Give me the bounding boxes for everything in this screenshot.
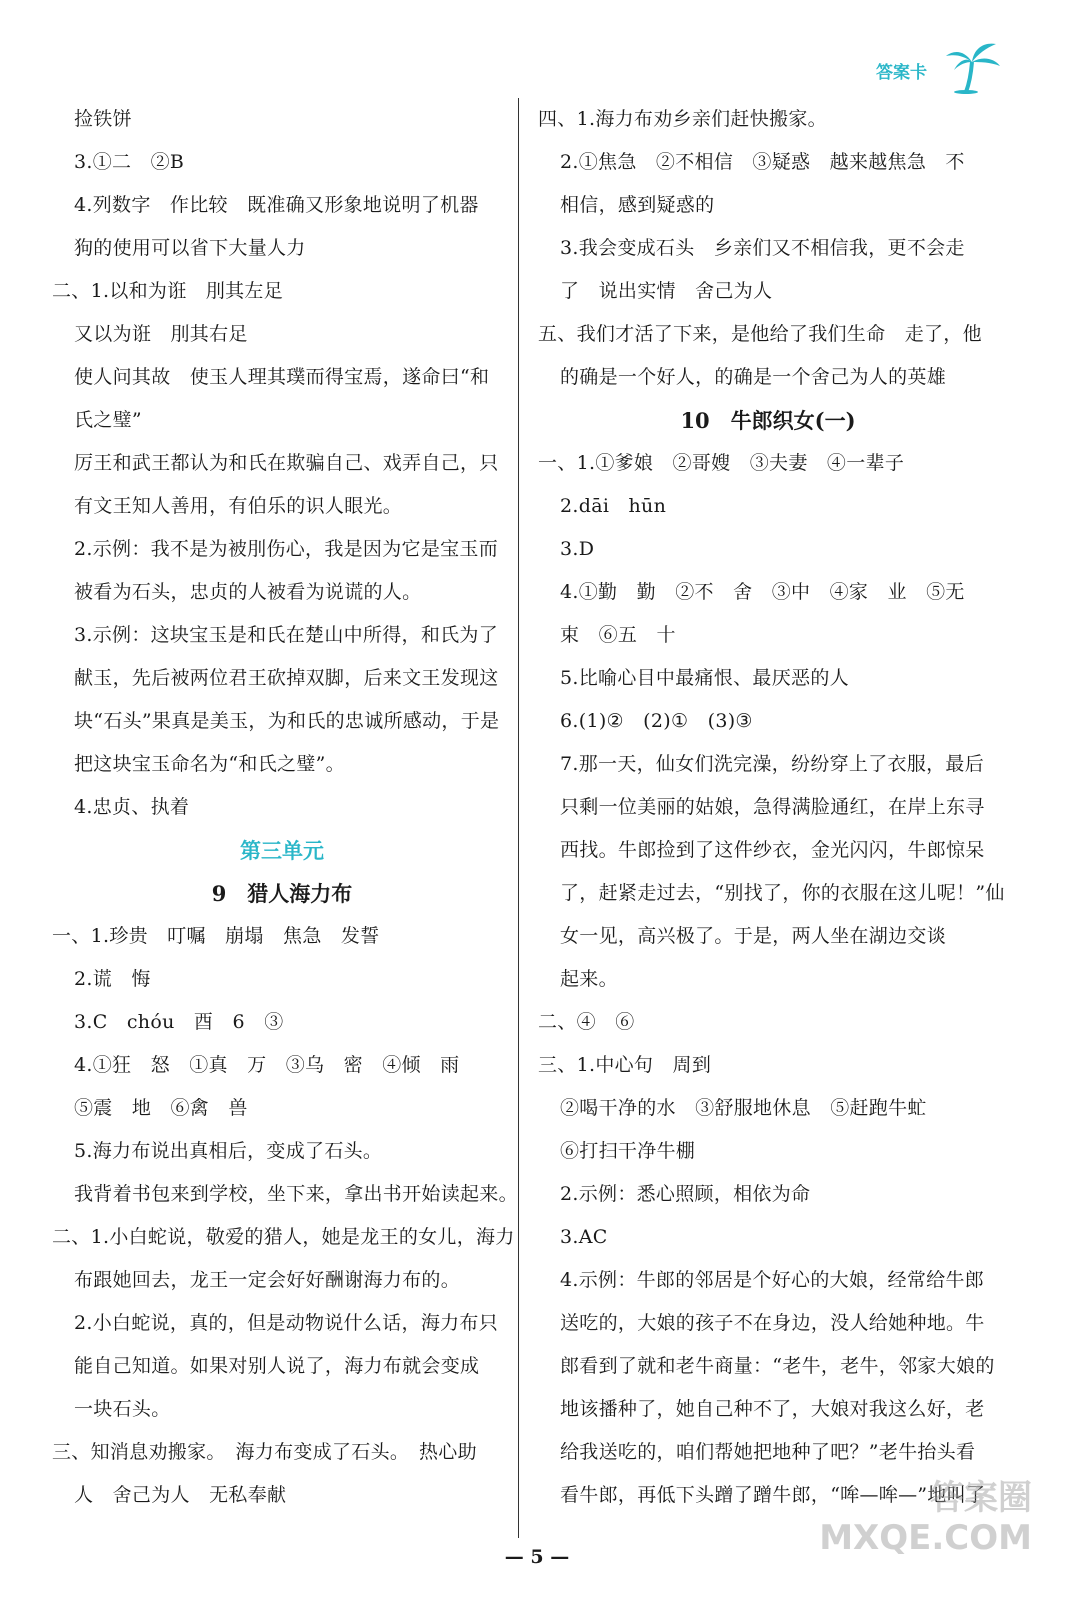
answer-line: 被看为石头，忠贞的人被看为说谎的人。 [74,581,422,603]
answer-line: 只剩一位美丽的姑娘，急得满脸通红，在岸上东寻 [560,796,985,818]
answer-line: 厉王和武王都认为和氏在欺骗自己、戏弄自己，只 [74,452,499,474]
lesson-title: 9 猎人海力布 [211,881,353,906]
answer-line: 一、1.①爹娘 ②哥嫂 ③夫妻 ④一辈子 [538,452,905,474]
answer-line: 3.我会变成石头 乡亲们又不相信我，更不会走 [560,237,965,259]
answer-card-badge: 答案卡 [876,63,927,83]
left-column [52,98,518,1517]
answer-line: 2.dāi hūn [560,495,667,517]
right-column [538,98,1005,1517]
watermark-line: 答案圈 [930,1478,1032,1518]
answer-line: 使人问其故 使玉人理其璞而得宝焉，遂命曰“和 [74,366,490,388]
watermark-line: MXQE.COM [819,1518,1032,1558]
unit-title: 第三单元 [240,838,324,863]
answer-line: 2.小白蛇说，真的，但是动物说什么话，海力布只 [74,1312,499,1334]
answer-line: 了，赶紧走过去，“别找了，你的衣服在这儿呢！”仙 [560,882,1005,904]
column-divider [518,98,519,1538]
answer-line: 2.谎 悔 [74,968,151,990]
answer-line: 一块石头。 [74,1398,171,1420]
answer-line: 女一见，高兴极了。于是，两人坐在湖边交谈 [560,925,947,947]
answer-line: 捡铁饼 [74,108,132,130]
answer-line: 2.示例：我不是为被刖伤心，我是因为它是宝玉而 [74,538,499,560]
answer-line: 了 说出实情 舍己为人 [560,280,773,302]
answer-line: 块“石头”果真是美玉，为和氏的忠诚所感动，于是 [74,710,500,732]
answer-line: 4.①狂 怒 ①真 万 ③乌 密 ④倾 雨 [74,1054,460,1076]
answer-line: 3.AC [560,1226,608,1248]
answer-line: 一、1.珍贵 叮嘱 崩塌 焦急 发誓 [52,925,380,947]
answer-line: 4.①勤 勤 ②不 舍 ③中 ④家 业 ⑤无 [560,581,965,603]
answer-line: 3.示例：这块宝玉是和氏在楚山中所得，和氏为了 [74,624,499,646]
answer-line: 布跟她回去，龙王一定会好好酬谢海力布的。 [74,1269,461,1291]
answer-line: 二、1.小白蛇说，敬爱的猎人，她是龙王的女儿，海力 [52,1226,515,1248]
answer-line: 狗的使用可以省下大量人力 [74,237,306,259]
watermark-logo [819,1478,1032,1558]
answer-line: 人 舍己为人 无私奉献 [74,1484,287,1506]
answer-line: 2.①焦急 ②不相信 ③疑惑 越来越焦急 不 [560,151,965,173]
lesson-title: 10 牛郎织女(一) [680,408,856,433]
answer-line: 能自己知道。如果对别人说了，海力布就会变成 [74,1355,480,1377]
answer-line: 三、1.中心句 周到 [538,1054,712,1076]
answer-line: 看牛郎，再低下头蹭了蹭牛郎，“哞—哞—”地叫了 [560,1484,986,1506]
answer-line: 3.①二 ②B [74,151,185,173]
answer-line: 给我送吃的，咱们帮她把地种了吧？”老牛抬头看 [560,1441,976,1463]
answer-line: 5.比喻心目中最痛恨、最厌恶的人 [560,667,849,689]
answer-line: 3.D [560,538,595,560]
answer-line: 把这块宝玉命名为“和氏之璧”。 [74,753,345,775]
answer-line: 4.示例：牛郎的邻居是个好心的大娘，经常给牛郎 [560,1269,985,1291]
answer-line: 7.那一天，仙女们洗完澡，纷纷穿上了衣服，最后 [560,753,985,775]
answer-line: 束 ⑥五 十 [560,624,676,646]
answer-line: 有文王知人善用，有伯乐的识人眼光。 [74,495,403,517]
answer-line: 的确是一个好人，的确是一个舍己为人的英雄 [560,366,947,388]
answer-line: ⑥打扫干净牛棚 [560,1140,696,1162]
answer-line: 3.C chóu 酉 6 ③ [74,1011,284,1033]
answer-line: 西找。牛郎捡到了这件纱衣，金光闪闪，牛郎惊呆 [560,839,985,861]
answer-line: 又以为诳 刖其右足 [74,323,248,345]
answer-line: 2.示例：悉心照顾，相依为命 [560,1183,811,1205]
answer-line: 二、1.以和为诳 刖其左足 [52,280,284,302]
answer-line: 我背着书包来到学校，坐下来，拿出书开始读起来。 [74,1183,518,1205]
answer-line: 献玉，先后被两位君王砍掉双脚，后来文王发现这 [74,667,499,689]
answer-line: 5.海力布说出真相后，变成了石头。 [74,1140,383,1162]
answer-line: 地该播种了，她自己种不了，大娘对我这么好，老 [560,1398,985,1420]
answer-line: 郎看到了就和老牛商量：“老牛，老牛，邻家大娘的 [560,1355,995,1377]
answer-line: 三、知消息劝搬家。 海力布变成了石头。 热心助 [52,1441,477,1463]
answer-line: 相信，感到疑惑的 [560,194,715,216]
answer-line: 二、④ ⑥ [538,1011,635,1033]
answer-line: 4.列数字 作比较 既准确又形象地说明了机器 [74,194,479,216]
answer-line: 6.(1)② (2)① (3)③ [560,710,753,732]
answer-line: 五、我们才活了下来，是他给了我们生命 走了，他 [538,323,982,345]
page-number: — 5 — [504,1546,570,1568]
palm-tree-icon [944,40,1002,94]
answer-line: 送吃的，大娘的孩子不在身边，没人给她种地。牛 [560,1312,985,1334]
answer-line: ⑤震 地 ⑥禽 兽 [74,1097,248,1119]
answer-line: 四、1.海力布劝乡亲们赶快搬家。 [538,108,827,130]
answer-line: 起来。 [560,968,618,990]
answer-line: ②喝干净的水 ③舒服地休息 ⑤赶跑牛虻 [560,1097,927,1119]
answer-line: 氏之璧” [74,409,142,431]
answer-line: 4.忠贞、执着 [74,796,190,818]
